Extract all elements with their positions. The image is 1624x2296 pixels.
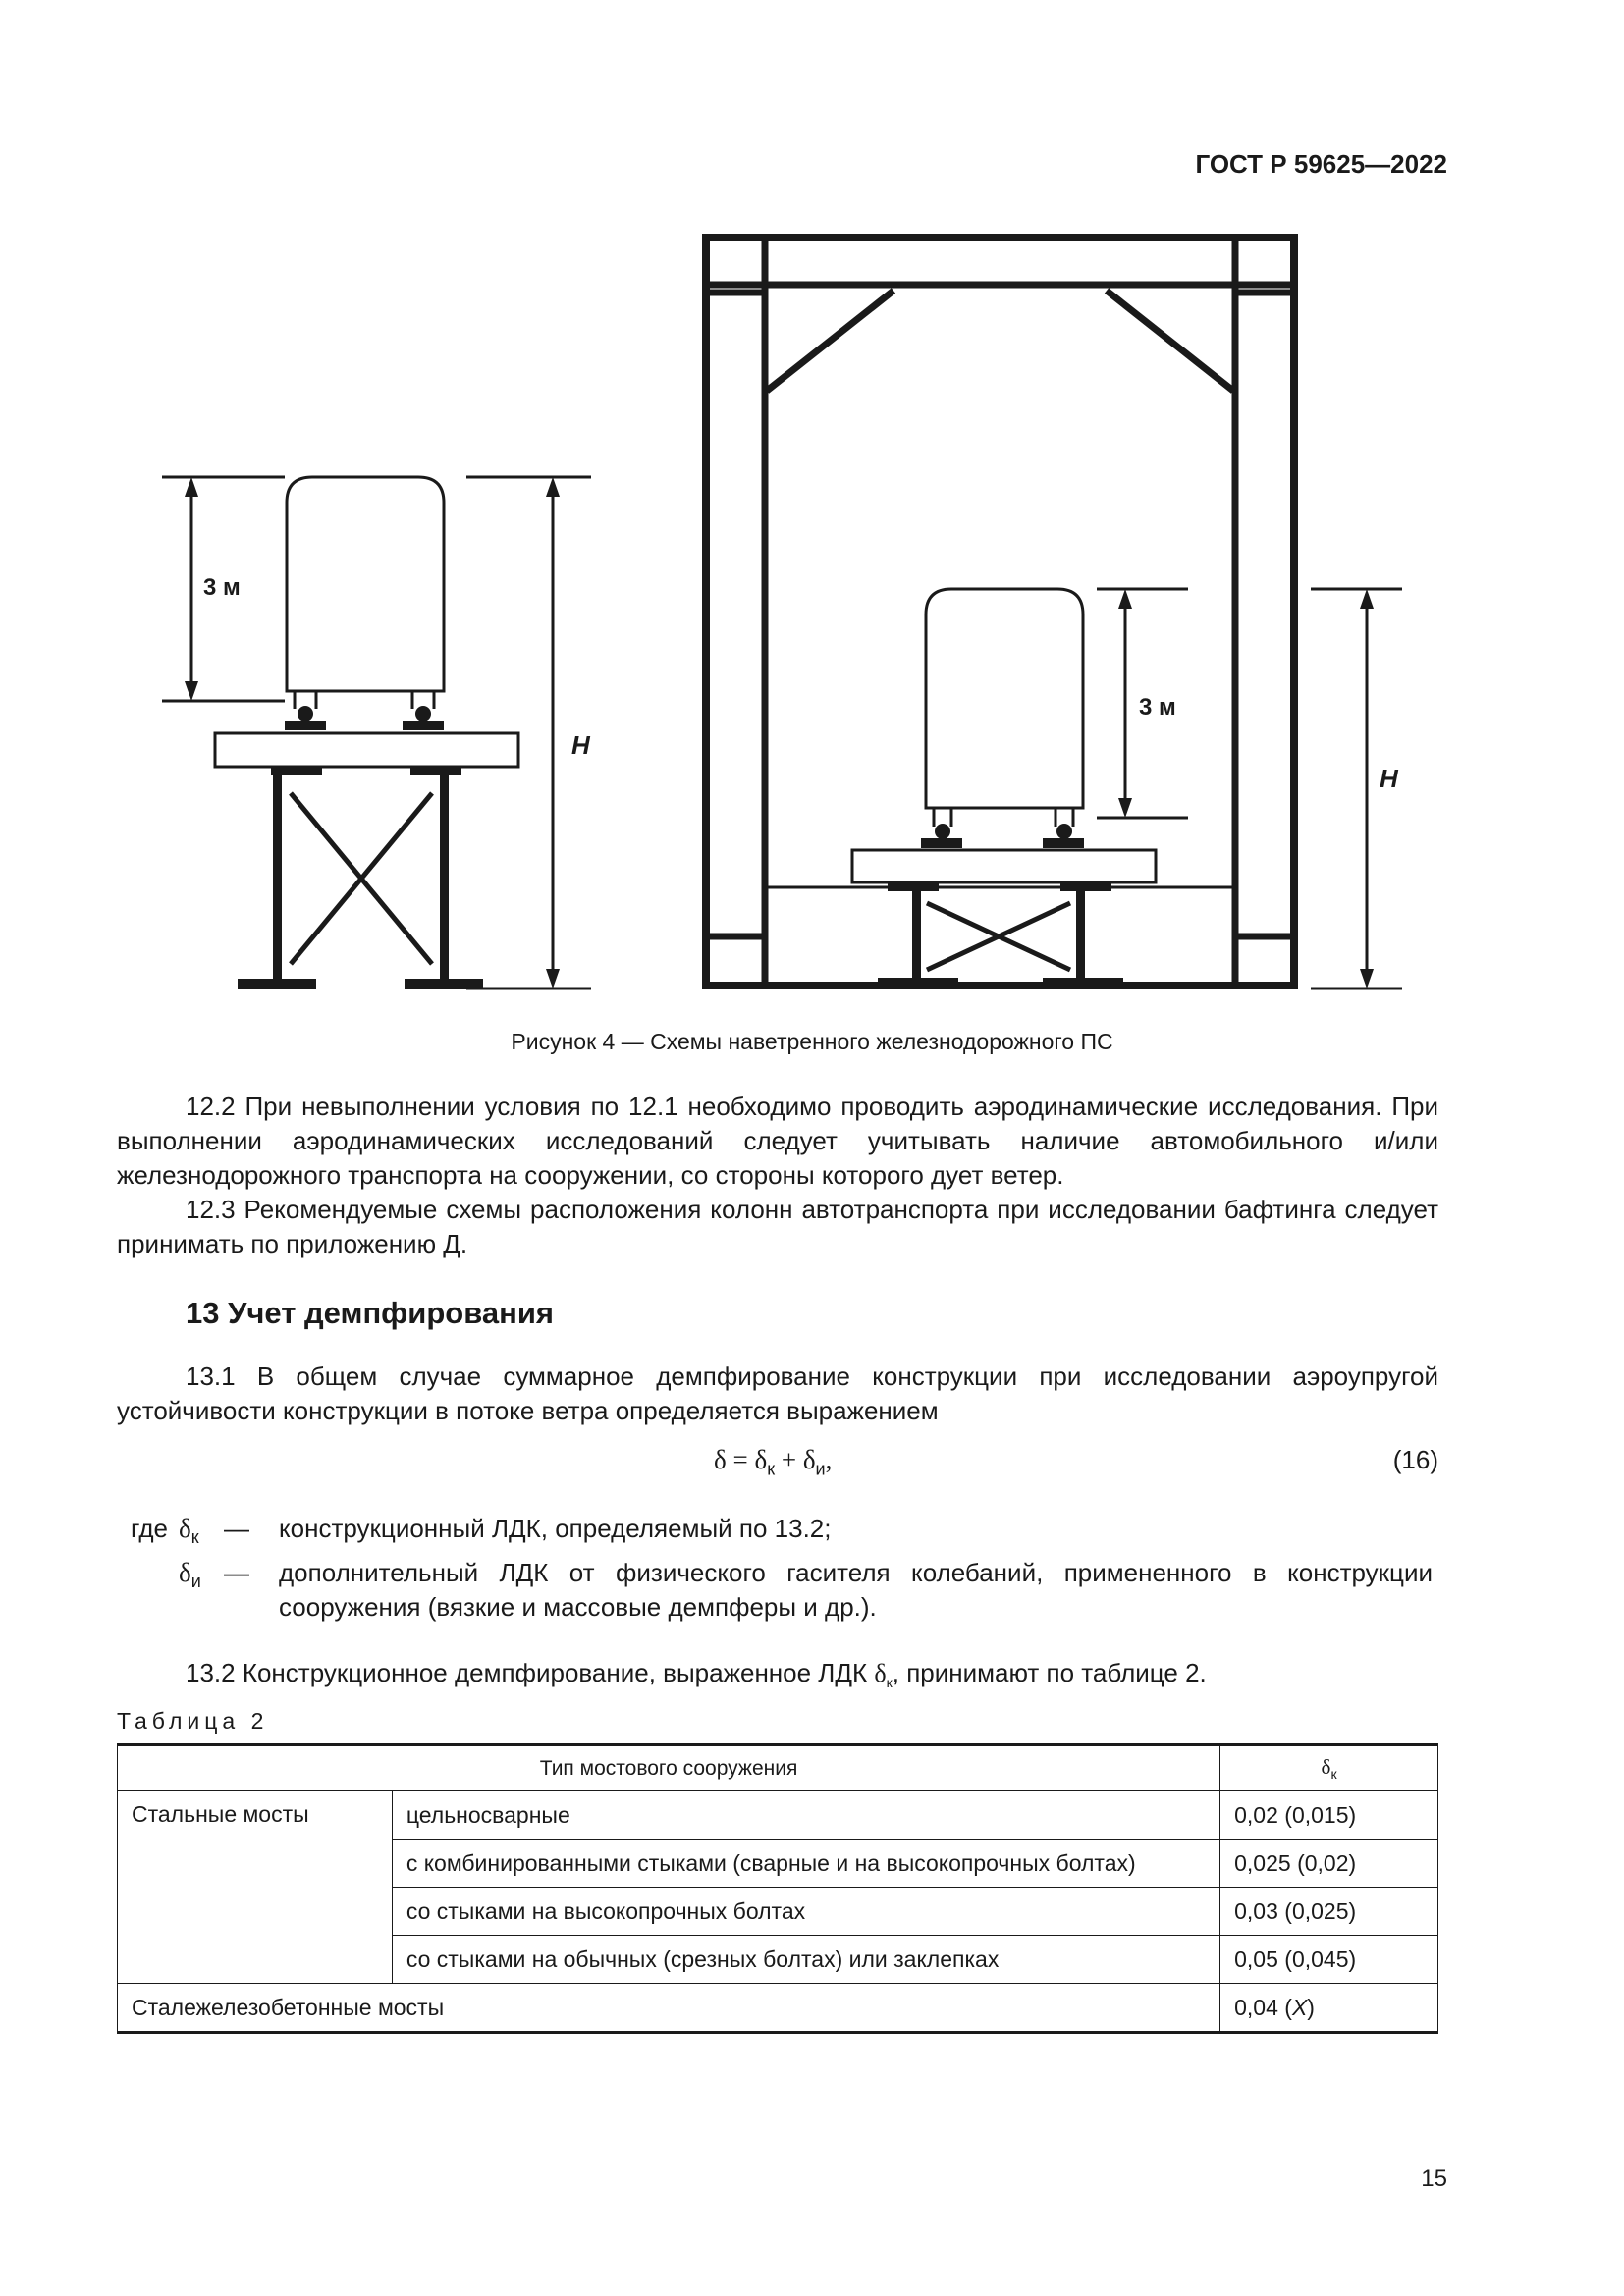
row-value: 0,03 (0,025) [1220, 1888, 1438, 1936]
composite-value-x: X [1291, 1994, 1308, 2020]
formula-16 [714, 1445, 832, 1479]
table-row [118, 1984, 1438, 2033]
formula-comma: , [825, 1445, 833, 1474]
damping-table [117, 1743, 1438, 2034]
where-symbol-i [179, 1556, 201, 1599]
where-delta-i: δ [179, 1558, 191, 1587]
paragraph-12-2-text: 12.2 При невыполнении условия по 12.1 необходимо проводить аэродинамические исследования. При выполнении аэродинамических исследований следует учитывать наличие автомобильного и/или железнодорожного транспорта на сооружении, со стороны которого дует ветер. [117, 1092, 1438, 1190]
formula-equals: = [726, 1445, 755, 1474]
header-delta-symbol: δ [1321, 1754, 1331, 1779]
where-sub-i: и [190, 1572, 201, 1592]
formula-delta-k: δ [754, 1445, 768, 1474]
where-item-1-text: конструкционный ЛДК, определяемый по 13.2; [279, 1514, 832, 1543]
group-composite-bridges: Сталежелезобетонные мосты [118, 1984, 1220, 2033]
paragraph-13-2 [117, 1656, 1438, 1700]
composite-value-prefix: 0,04 ( [1234, 1994, 1292, 2020]
paragraph-13-2-tail: , принимают по таблице 2. [892, 1658, 1207, 1687]
table-caption: Таблица 2 [117, 1708, 269, 1734]
formula-plus: + [775, 1445, 803, 1474]
table-row [118, 1791, 1438, 1840]
paragraph-13-2-delta [874, 1659, 893, 1691]
header-delta [1220, 1745, 1438, 1791]
composite-value-suffix: ) [1307, 1994, 1315, 2020]
paragraph-12-2 [117, 1090, 1438, 1193]
equation-number: (16) [1392, 1445, 1438, 1474]
where-sub-k: к [190, 1527, 199, 1548]
section-13-title: 13 Учет демпфирования [186, 1296, 554, 1330]
header-bridge-type: Тип мостового сооружения [118, 1745, 1220, 1791]
where-dash-1: — [224, 1514, 249, 1543]
label-3m-left: 3 м [203, 574, 241, 601]
paragraph-13-2-text: 13.2 Конструкционное демпфирование, выраженное ЛДК [186, 1658, 868, 1687]
row-value: 0,02 (0,015) [1220, 1791, 1438, 1840]
formula-sub-i: и [815, 1459, 826, 1479]
row-type: со стыками на высокопрочных болтах [392, 1888, 1219, 1936]
row-value [1220, 1984, 1438, 2033]
row-type: цельносварные [392, 1791, 1219, 1840]
row-type: с комбинированными стыками (сварные и на высокопрочных болтах) [392, 1840, 1219, 1888]
row-value: 0,05 (0,045) [1220, 1936, 1438, 1984]
left-scheme [162, 477, 591, 989]
row-type: со стыками на обычных (срезных болтах) или заклепках [392, 1936, 1219, 1984]
label-h-left: H [571, 730, 590, 760]
figure-4-diagram [0, 0, 1624, 1021]
figure-caption: Рисунок 4 — Схемы наветренного железнодорожного ПС [511, 1029, 1113, 1054]
header-delta-sub: к [1330, 1766, 1337, 1783]
label-3m-right: 3 м [1139, 694, 1176, 721]
formula-sub-k: к [767, 1459, 776, 1479]
paragraph-13-1-text: 13.1 В общем случае суммарное демпфирование конструкции при исследовании аэроупругой устойчивости конструкции в потоке ветра определяется выражением [117, 1362, 1438, 1425]
where-delta-k: δ [179, 1514, 191, 1543]
where-item-2-text: дополнительный ЛДК от физического гасителя колебаний, примененного в конструкции сооружения (вязкие и массовые демпферы и др.). [279, 1558, 1433, 1622]
paragraph-13-2-delta-sub: к [886, 1675, 893, 1691]
table-header-row [118, 1745, 1438, 1791]
page-number: 15 [1421, 2165, 1447, 2192]
formula-delta: δ [714, 1445, 727, 1474]
paragraph-13-1 [117, 1360, 1438, 1428]
paragraph-12-3 [117, 1193, 1438, 1261]
where-dash-2: — [224, 1558, 249, 1587]
document-code: ГОСТ Р 59625—2022 [1195, 149, 1447, 179]
right-scheme [706, 238, 1402, 988]
paragraph-12-3-text: 12.3 Рекомендуемые схемы расположения колонн автотранспорта при исследовании бафтинга следует принимать по приложению Д. [117, 1195, 1438, 1258]
paragraph-13-2-delta-sym: δ [874, 1659, 887, 1687]
label-h-right: H [1380, 764, 1398, 793]
group-steel-bridges: Стальные мосты [118, 1791, 393, 1984]
where-word: где [131, 1514, 168, 1543]
where-symbol-k [179, 1512, 199, 1555]
formula-delta-i: δ [802, 1445, 816, 1474]
row-value: 0,025 (0,02) [1220, 1840, 1438, 1888]
